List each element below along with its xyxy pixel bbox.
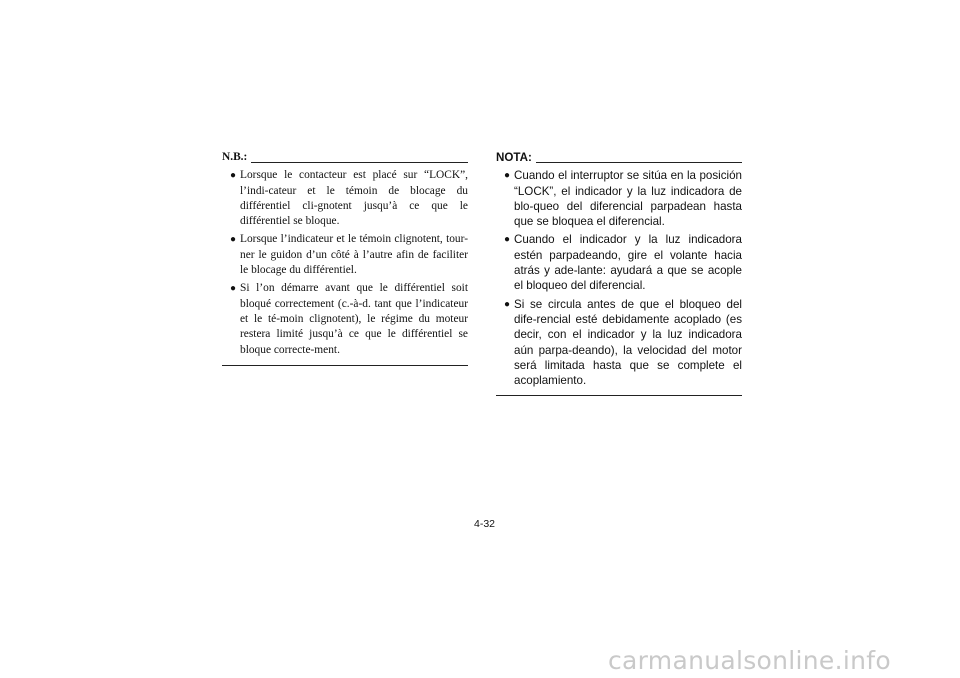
note-header-spanish bbox=[496, 150, 742, 165]
bullet-icon: ● bbox=[504, 170, 511, 182]
list-item-text: Si l’on démarre avant que le différentiel soit bloqué correctement (c.-à-d. tant que l’indicateur et le té-moin clignotent), le régime du moteur restera limité jusqu’à ce que le différentiel se bloque correcte-ment. bbox=[240, 282, 468, 356]
list-item bbox=[496, 168, 742, 229]
bullet-icon: ● bbox=[230, 283, 237, 295]
list-item bbox=[222, 232, 468, 278]
list-item bbox=[496, 297, 742, 389]
header-rule-french bbox=[251, 162, 468, 163]
bullet-icon: ● bbox=[230, 170, 237, 182]
note-french bbox=[222, 150, 468, 366]
note-label-spanish: NOTA: bbox=[496, 151, 532, 164]
note-header-french bbox=[222, 150, 468, 165]
page-number: 4-32 bbox=[474, 518, 496, 530]
note-spanish bbox=[496, 150, 742, 396]
watermark: carmanualsonline.info bbox=[608, 646, 891, 675]
note-list-french bbox=[222, 168, 468, 358]
note-label-french: N.B.: bbox=[222, 151, 248, 163]
list-item-text: Cuando el indicador y la luz indicadora estén parpadeando, gire el volante hacia atrás y ade-lante: ayudará a que se acople el bloqueo del diferencial. bbox=[514, 233, 742, 293]
bullet-icon: ● bbox=[504, 234, 511, 246]
list-item bbox=[222, 168, 468, 229]
bullet-icon: ● bbox=[504, 298, 511, 310]
list-item-text: Lorsque l’indicateur et le témoin clignotent, tour-ner le guidon d’un côté à l’autre afin de faciliter le blocage du différentiel. bbox=[240, 233, 468, 277]
bullet-icon: ● bbox=[230, 234, 237, 246]
note-list-spanish bbox=[496, 168, 742, 388]
end-rule-spanish bbox=[496, 395, 742, 396]
list-item-text: Cuando el interruptor se sitúa en la posición “LOCK”, el indicador y la luz indicadora de blo-queo del diferencial parpadean hasta que se bloquea el diferencial. bbox=[514, 169, 742, 229]
header-rule-spanish bbox=[536, 162, 742, 163]
list-item bbox=[496, 232, 742, 293]
list-item-text: Si se circula antes de que el bloqueo del dife-rencial esté debidamente acoplado (es decir, con el indicador y la luz indicadora aún parpa-deando), la velocidad del motor será limitada hasta que se complete el acoplamiento. bbox=[514, 297, 742, 388]
list-item-text: Lorsque le contacteur est placé sur “LOCK”, l’indi-cateur et le témoin de blocage du différentiel cli-gnotent jusqu’à ce que le différentiel se bloque. bbox=[240, 169, 468, 228]
end-rule-french bbox=[222, 365, 468, 366]
list-item bbox=[222, 281, 468, 357]
